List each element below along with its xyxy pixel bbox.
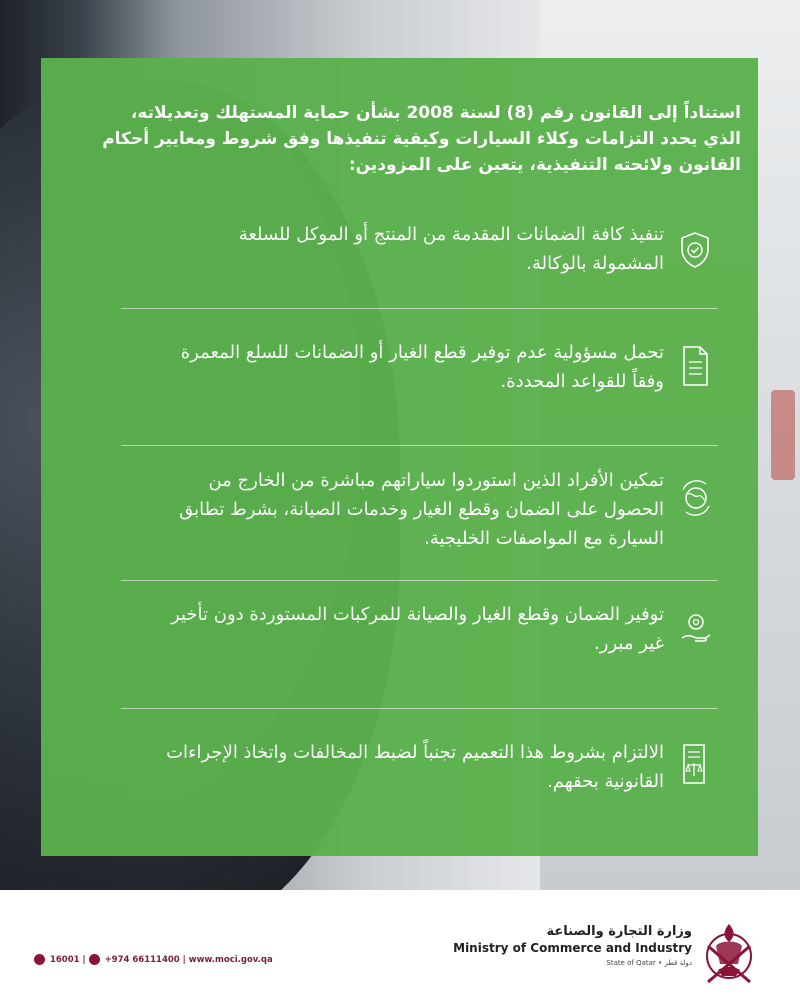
separator: | bbox=[182, 955, 189, 965]
website-link[interactable]: www.moci.gov.qa bbox=[188, 955, 273, 965]
item-text: تمكين الأفراد الذين استوردوا سياراتهم مباشرة من الخارج من الحصول على الضمان وقطع الغيار وخدمات الصيانة، بشرط تطابق السيارة مع المواصفات الخليجية. bbox=[179, 470, 664, 549]
document-icon bbox=[678, 344, 712, 384]
list-item bbox=[41, 738, 758, 848]
contact-info bbox=[34, 954, 273, 965]
state-label: State of Qatar • دولة قطر bbox=[606, 959, 692, 967]
divider bbox=[121, 580, 718, 581]
item-text: توفير الضمان وقطع الغيار والصيانة للمركبات المستوردة دون تأخير غير مبرر. bbox=[171, 604, 664, 654]
info-panel bbox=[41, 58, 758, 856]
item-text: تنفيذ كافة الضمانات المقدمة من المنتج أو الموكل للسلعة المشمولة بالوكالة. bbox=[238, 224, 664, 274]
separator: | bbox=[82, 955, 89, 965]
intro-text: استناداً إلى القانون رقم (8) لسنة 2008 بشأن حماية المستهلك وتعديلاته، الذي يحدد التزامات وكلاء السيارات وكيفية تنفيذها وفق شروط ومعايير أحكام القانون ولائحته التنفيذية، يتعين على المزودين: bbox=[102, 103, 741, 175]
list-item bbox=[41, 338, 758, 448]
whatsapp-icon bbox=[89, 954, 100, 965]
ministry-name bbox=[453, 924, 692, 967]
phone-icon bbox=[34, 954, 45, 965]
phone-number[interactable]: 16001 bbox=[49, 955, 80, 965]
item-text: الالتزام بشروط هذا التعميم تجنباً لضبط المخالفات واتخاذ الإجراءات القانونية بحقهم. bbox=[166, 742, 664, 792]
qatar-emblem-logo bbox=[698, 916, 760, 988]
item-text: تحمل مسؤولية عدم توفير قطع الغيار أو الضمانات للسلع المعمرة وفقاً للقواعد المحددة. bbox=[180, 342, 664, 392]
shield-check-icon bbox=[678, 230, 712, 270]
divider bbox=[121, 445, 718, 446]
list-item bbox=[41, 600, 758, 710]
globe-exchange-icon bbox=[678, 478, 712, 518]
hand-gears-icon bbox=[678, 608, 712, 648]
divider bbox=[121, 308, 718, 309]
ministry-name-ar: وزارة التجارة والصناعة bbox=[546, 924, 692, 939]
footer bbox=[0, 890, 800, 1000]
divider bbox=[121, 708, 718, 709]
taillight-blur bbox=[771, 390, 795, 480]
list-item bbox=[41, 220, 758, 330]
whatsapp-number[interactable]: +974 66111400 bbox=[104, 955, 180, 965]
legal-document-icon bbox=[678, 742, 712, 782]
list-item bbox=[41, 466, 758, 576]
ministry-name-en: Ministry of Commerce and Industry bbox=[453, 941, 692, 955]
